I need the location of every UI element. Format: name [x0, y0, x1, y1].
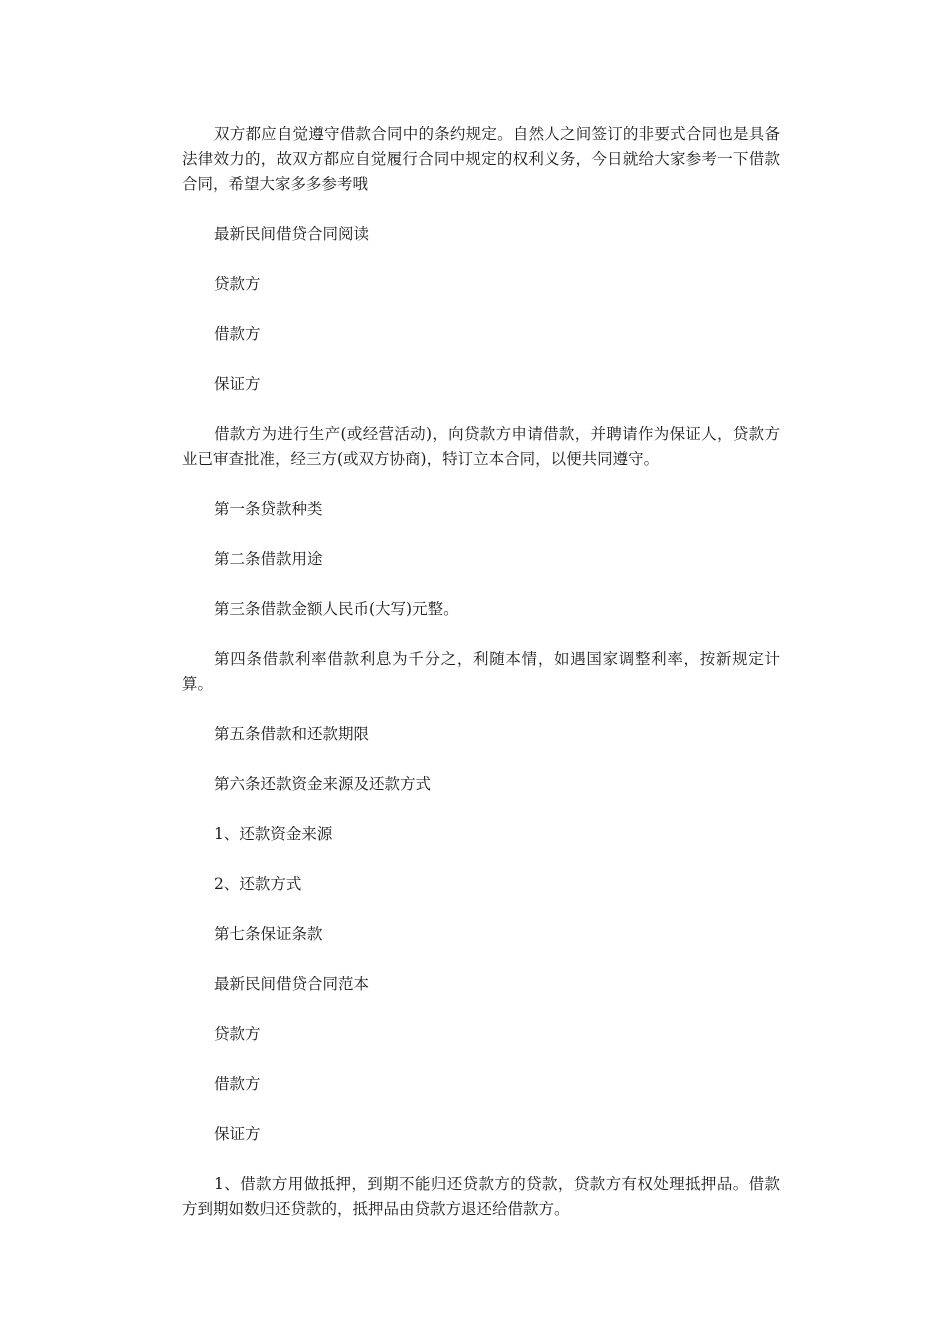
section-title-reading: 最新民间借贷合同阅读 [214, 225, 370, 243]
article-6: 第六条还款资金来源及还款方式 [214, 775, 432, 793]
article-6-item-1: 1、还款资金来源 [214, 825, 333, 843]
section-title-template: 最新民间借贷合同范本 [214, 975, 370, 993]
party-lender: 贷款方 [214, 275, 261, 293]
preamble-paragraph: 借款方为进行生产(或经营活动)，向贷款方申请借款，并聘请作为保证人，贷款方业已审查批准，经三方(或双方协商)，特订立本合同，以便共同遵守。 [182, 425, 780, 468]
article-2: 第二条借款用途 [214, 550, 323, 568]
party-borrower: 借款方 [214, 325, 261, 343]
article-6-item-2: 2、还款方式 [214, 875, 302, 893]
article-7: 第七条保证条款 [214, 925, 323, 943]
article-5: 第五条借款和还款期限 [214, 725, 370, 743]
party-guarantor: 保证方 [214, 375, 261, 393]
collateral-clause: 1、借款方用做抵押，到期不能归还贷款方的贷款，贷款方有权处理抵押品。借款方到期如数归还贷款的，抵押品由贷款方退还给借款方。 [182, 1175, 780, 1218]
party-guarantor-2: 保证方 [214, 1125, 261, 1143]
party-borrower-2: 借款方 [214, 1075, 261, 1093]
article-3: 第三条借款金额人民币(大写)元整。 [214, 600, 459, 618]
party-lender-2: 贷款方 [214, 1025, 261, 1043]
article-1: 第一条贷款种类 [214, 500, 323, 518]
article-4: 第四条借款利率借款利息为千分之，利随本情，如遇国家调整利率，按新规定计算。 [182, 650, 780, 693]
document-body [182, 122, 780, 1247]
intro-paragraph: 双方都应自觉遵守借款合同中的条约规定。自然人之间签订的非要式合同也是具备法律效力的，故双方都应自觉履行合同中规定的权利义务，今日就给大家参考一下借款合同，希望大家多多参考哦 [182, 125, 780, 193]
